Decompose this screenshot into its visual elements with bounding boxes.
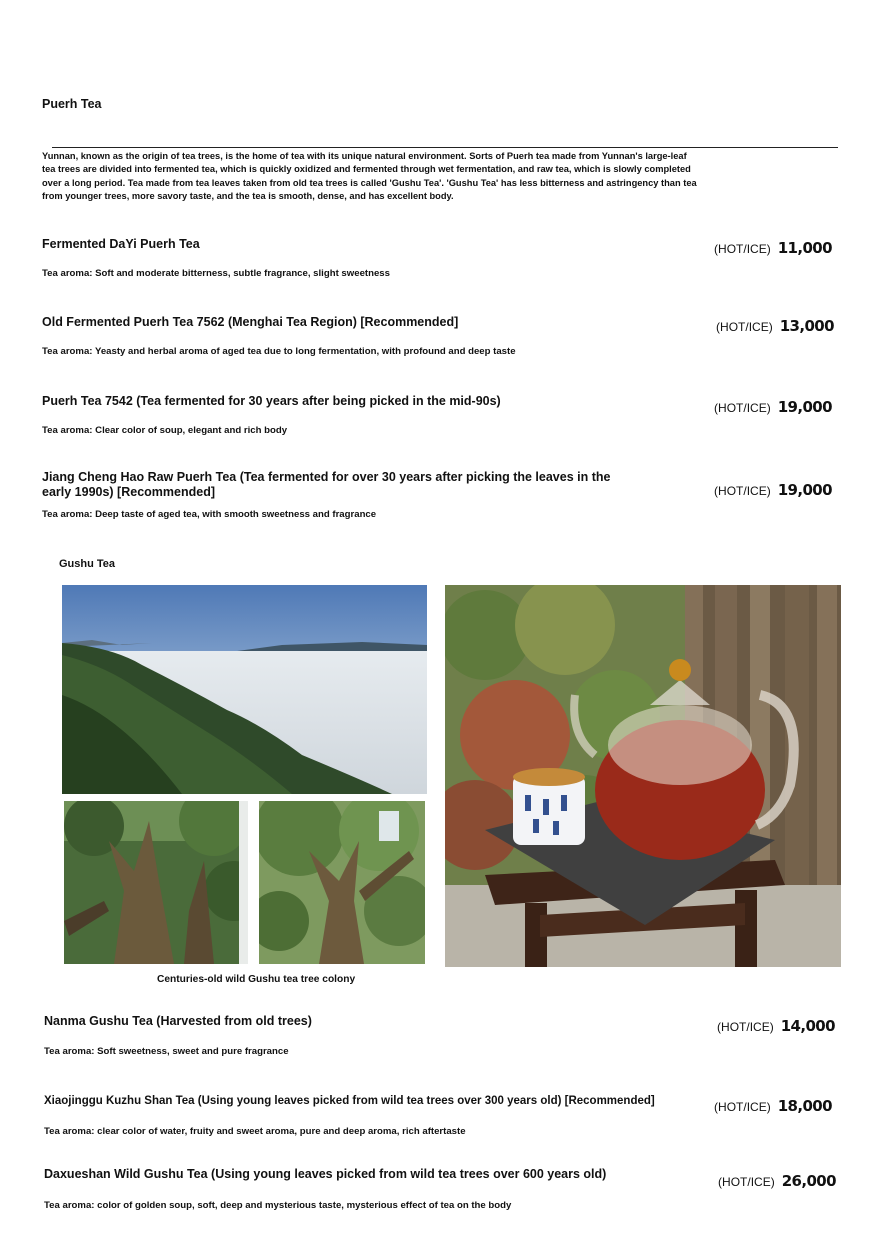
price-value: 14,000 (780, 1017, 835, 1035)
price-tag: (HOT/ICE) (714, 401, 771, 415)
price-tag: (HOT/ICE) (714, 1100, 771, 1114)
price-tag: (HOT/ICE) (717, 1020, 774, 1034)
menu-item-aroma: Tea aroma: Deep taste of aged tea, with smooth sweetness and fragrance (42, 509, 377, 520)
puerh-intro: Yunnan, known as the origin of tea trees, is the home of tea with its unique natural environment. Sorts of Puerh tea made from Yunnan's large-leaf tea trees are divided into fermented tea, which is quickly oxidized and fermented through wet fermentation, and raw tea, which is slowly completed over a long period. Tea made from tea leaves taken from old tea trees is called 'Gushu Tea'. 'Gushu Tea' has less bitterness and astringency than tea from younger trees, more savory taste, and the tea is smooth, dense, and has excellent body. (42, 151, 697, 201)
menu-item-aroma: Tea aroma: color of golden soup, soft, deep and mysterious taste, mysterious effect of tea on the body (44, 1200, 512, 1211)
price-tag: (HOT/ICE) (714, 242, 771, 256)
menu-item-name: Jiang Cheng Hao Raw Puerh Tea (Tea fermented for over 30 years after picking the leaves in the early 1990s) [Recommended] (42, 470, 611, 499)
section-title-gushu: Gushu Tea (59, 558, 116, 570)
menu-item-aroma: Tea aroma: Yeasty and herbal aroma of aged tea due to long fermentation, with profound and deep taste (42, 346, 516, 357)
menu-item-aroma: Tea aroma: Soft sweetness, sweet and pure fragrance (44, 1046, 289, 1057)
price-tag: (HOT/ICE) (718, 1175, 775, 1189)
tea-tree-photo (64, 801, 248, 964)
menu-item-aroma: Tea aroma: clear color of water, fruity and sweet aroma, pure and deep aroma, rich aftertaste (44, 1126, 466, 1137)
teapot-photo (445, 585, 841, 967)
section-divider (52, 147, 838, 148)
menu-item-name: Old Fermented Puerh Tea 7562 (Menghai Tea Region) [Recommended] (42, 315, 459, 329)
menu-item-name: Puerh Tea 7542 (Tea fermented for 30 years after being picked in the mid-90s) (42, 394, 501, 408)
menu-item-name: Fermented DaYi Puerh Tea (42, 237, 200, 251)
menu-item-price (718, 1172, 836, 1190)
menu-item-price (714, 481, 832, 499)
menu-item-aroma: Tea aroma: Soft and moderate bitterness, subtle fragrance, slight sweetness (42, 268, 390, 279)
photo-caption: Centuries-old wild Gushu tea tree colony (157, 974, 356, 985)
price-tag: (HOT/ICE) (716, 320, 773, 334)
menu-item-name: Xiaojinggu Kuzhu Shan Tea (Using young leaves picked from wild tea trees over 300 years old) [Recommended] (44, 1095, 655, 1107)
price-value: 13,000 (779, 317, 834, 335)
price-value: 19,000 (777, 481, 832, 499)
tea-tree-photo (259, 801, 425, 964)
price-value: 11,000 (777, 239, 832, 257)
menu-item-price (714, 1097, 832, 1115)
price-tag: (HOT/ICE) (714, 484, 771, 498)
price-value: 18,000 (777, 1097, 832, 1115)
menu-item-price (714, 239, 832, 257)
menu-item-price (717, 1017, 835, 1035)
price-value: 26,000 (781, 1172, 836, 1190)
price-value: 19,000 (777, 398, 832, 416)
menu-item-name: Nanma Gushu Tea (Harvested from old trees) (44, 1014, 312, 1028)
menu-item-price (714, 398, 832, 416)
mountain-fog-photo (62, 585, 427, 794)
menu-item-aroma: Tea aroma: Clear color of soup, elegant and rich body (42, 425, 288, 436)
section-title-puerh: Puerh Tea (42, 97, 102, 111)
menu-item-price (716, 317, 834, 335)
menu-item-name: Daxueshan Wild Gushu Tea (Using young leaves picked from wild tea trees over 600 years old) (44, 1167, 607, 1181)
